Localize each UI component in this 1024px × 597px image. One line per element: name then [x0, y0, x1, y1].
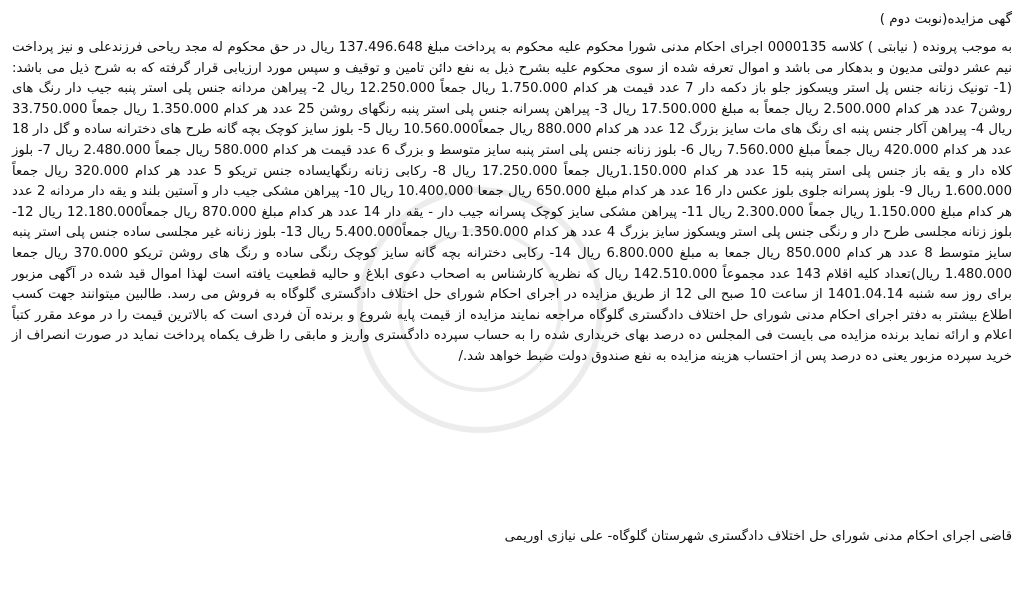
notice-body: به موجب پرونده ( نیابتی ) کلاسه 0000135 اجرای احکام مدنی شورا محکوم علیه محکوم به پرداخت مبلغ 137.496.648 ریال در حق محکوم له مجد ریاحی فرزندعلی و نیز پرداخت نیم عشر دولتی مدیون و بدهکار می باشد و اموال تعرفه شده از سوی محکوم علیه بشرح ذیل به نفع دائن تامین و توقیف و سپس مورد ارزیابی قرار گرفته که به شرح ذیل می باشد: (1- تونیک زنانه جنس پل استر ویسکوز جلو باز دکمه دار 7 عدد قیمت هر کدام 1.750.000 ریال جمعاً 12.250.000 ریال 2- پیراهن مردانه جنس پلی استر پنبه جیب دار رنگ های روشن7 عدد هر کدام 2.500.000 ریال جمعاً به مبلغ 17.500.000 ریال 3- پیراهن پسرانه جنس پلی استر پنبه رنگهای روشن 25 عدد هر کدام 1.350.000 ریال جمعاً 33.750.000 ریال 4- پیراهن آکار جنس پنبه ای رنگ های مات سایز بزرگ 12 عدد هر کدام 880.000 ریال جمعاً10.560.000 ریال 5- بلوز سایز کوچک بچه گانه طرح های دخترانه ساده و گل دار 18 عدد هر کدام 420.000 ریال جمعاً مبلغ 7.560.000 ریال 6- بلوز زنانه جنس پلی استر پنبه سایز متوسط و بزرگ 6 عدد قیمت هر کدام 580.000 ریال جمعاً 2.480.000 ریال 7- بلوز کلاه دار و یقه باز جنس پلی استر پنبه 15 عدد هر کدام 1.150.000ریال جمعاً 17.250.000 ریال 8- رکابی زنانه رنگهایساده جنس تریکو 5 عدد هر کدام 320.000 ریال جمعاً 1.600.000 ریال 9- بلوز پسرانه جلوی بلوز عکس دار 16 عدد هر کدام مبلغ 650.000 ریال جمعا 10.400.000 ریال 10- پیراهن مشکی جیب دار و آستین بلند و یقه دار مردانه 2 عدد هر کدام مبلغ 1.150.000 ریال جمعاً 2.300.000 ریال 11- پیراهن مشکی سایز کوچک پسرانه جیب دار - یقه دار 14 عدد هر کدام مبلغ 870.000 ریال جمعاً12.180.000 ریال 12- بلوز زنانه مجلسی طرح دار و رنگی جنس پلی استر ویسکوز سایز بزرگ 4 عدد هر کدام 1.350.000 ریال جمعاً5.400.000 ریال 13- بلوز زنانه غیر مجلسی ساده جنس پلی استر پنبه سایز متوسط 8 عدد هر کدام 850.000 ریال جمعا به مبلغ 6.800.000 ریال 14- رکابی دخترانه بچه گانه سایز کوچک رنگی ساده و رنگ های روشن تریکو 370.000 ریال جمعا 1.480.000 ریال)تعداد کلیه اقلام 143 عدد مجموعاً 142.510.000 ریال که نظریه کارشناس به اصحاب دعوی ابلاغ و حالیه قطعیت یافته است لهذا اموال قید شده در آگهی مزبور برای روز سه شنبه 1401.04.14 از ساعت 10 صبح الی 12 از طریق مزایده در اجرای احکام شورای حل اختلاف دادگستری گلوگاه به فروش می رسد. طالبین میتوانند جهت کسب اطلاع بیشتر به دفتر اجرای احکام مدنی شورای حل اختلاف دادگستری گلوگاه مراجعه نمایند مزایده از قیمت پایه شروع و برنده آن فردی است که بالاترین قیمت را در موعد مقرر کتباً اعلام و ارائه نماید برنده مزایده می بایست فی المجلس ده درصد بهای خریداری شده را به حساب سپرده دادگستری واریز و مابقی را ظرف یکماه پرداخت نماید در صورت انصراف از خرید سپرده مزبور یعنی ده درصد پس از احتساب هزینه مزایده به نفع صندوق دولت ضبط خواهد شد./	[12, 40, 1013, 364]
judge-signature: قاضی اجرای احکام مدنی شورای حل اختلاف دادگستری شهرستان گلوگاه- علی نیازی اوریمی	[504, 529, 1012, 544]
notice-title: گهی مزایده(نوبت دوم )	[879, 11, 1012, 27]
